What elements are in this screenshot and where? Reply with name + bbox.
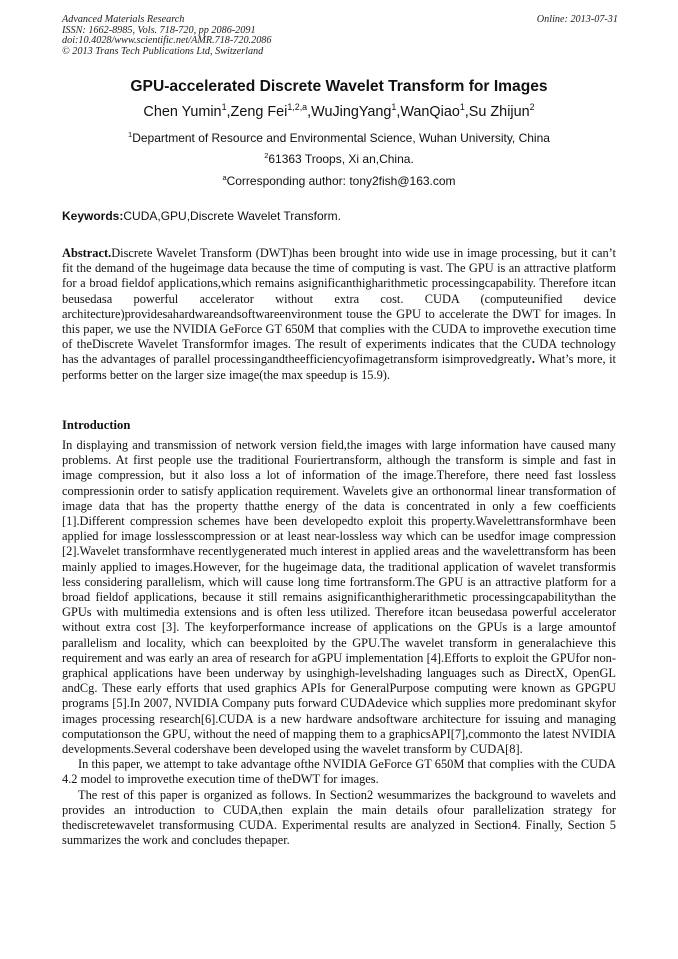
affil-text: Corresponding author: tony2fish@163.com: [226, 174, 456, 188]
author-name: Chen Yumin: [143, 104, 222, 120]
intro-paragraph-2: In this paper, we attempt to take advantage ofthe NVIDIA GeForce GT 650M that complies with the CUDA 4.2 model to improvethe execution time of theDWT for images.: [62, 757, 616, 787]
keywords-label: Keywords:: [62, 209, 124, 223]
author-affil-mark: 1: [391, 102, 397, 113]
paper-title: GPU-accelerated Discrete Wavelet Transform for Images: [130, 78, 548, 95]
author-name: ,WanQiao: [396, 104, 460, 120]
author-affil-mark: 1: [459, 102, 465, 113]
keywords: [62, 209, 341, 223]
abstract-tail: What’s more, it performs better on the larger size image(the max speedup is 15.9).: [62, 352, 617, 382]
author-affil-mark: 1: [221, 102, 227, 113]
affil-mark: a: [222, 173, 227, 182]
intro-paragraph-3: The rest of this paper is organized as follows. In Section2 wesummarizes the background to wavelets and provides an introduction to CUDA,then explain the main details ofour parallelization strategy for thediscretewavelet transformusing CUDA. Experimental results are analyzed in Section4. Finally, Section 5 summarizes the work and concludes thepaper.: [62, 787, 616, 848]
issn-line: ISSN: 1662-8985, Vols. 718-720, pp 2086-2091: [62, 24, 256, 36]
affil-text: Department of Resource and Environmental Science, Wuhan University, China: [132, 131, 550, 145]
corresponding-author: [0, 174, 678, 188]
copyright-line: © 2013 Trans Tech Publications Ltd, Switzerland: [62, 45, 264, 57]
introduction-body: [62, 438, 616, 848]
journal-header: [62, 15, 618, 57]
author-affil-mark: 1,2,a: [287, 102, 308, 113]
intro-paragraph-1: In displaying and transmission of network version field,the images with large information have caused many problems. At first people use the traditional Fouriertransform, although the transform is simple and fast in image compression, but it also loss a lot of information of the image.Therefore, there need fast lossless compressionin order to satisfy application requirement. Wavelets give an orthonormal linear transformation of image data that has the property thatthe energy of the data is concentrated in only a few coefficients [1].Different compression schemes have been developedto exploit this property.Wavelettransformhave been applied for image losslesscompression or at least near-lossless way which can be usedfor image compression [2].Wavelet transformhave recentlygenerated much interest in applied areas and the wavelettransform has been mainly applied to images.However, for the hugeimage data, the traditional application of wavelet transformis less considering parallelism, which will cause long time fortransform.The GPU is an attractive platform for a broad fieldof applications, because it still remains asignificanthigherarithmetic processingcapabilitythan the GPUs with multimedia extensions and is often less utilized. Therefore itcan beusedasa powerful accelerator without extra cost [3]. The keyforperformance increase of applications on the GPUs is a large amountof parallelism and locality, which can beexploited by the GPU.The wavelet transform in generalachieve this requirement and was early an area of research for aGPU implementation [4].Efforts to exploit the GPUfor non-graphical applications have been underway by usinghigh-levelshading languages such as DirectX, OpenGL andCg. These early efforts that used graphics APIs for GeneralPurpose computing were known as GPGPU programs [5].In 2007, NVIDIA Company puts forward CUDAdevice which supplies more predominant skyfor images processing research[6].CUDA is a new hardware andsoftware architecture for issuing and managing computationson the GPU, without the need of mapping them to a graphicsAPI[7],commonto the latest NVIDIA developments.Several codershave been developed using the wavelet transform by CUDA[8].: [62, 438, 616, 757]
author-list: [0, 104, 678, 120]
doi-line: doi:10.4028/www.scientific.net/AMR.718-720.2086: [62, 35, 272, 47]
abstract-bold-period: .: [531, 352, 535, 367]
affiliation-1: [0, 131, 678, 145]
author-name: ,Zeng Fei: [226, 104, 288, 120]
journal-name: Advanced Materials Research: [62, 14, 185, 25]
author-affil-mark: 2: [529, 102, 535, 113]
affil-text: 61363 Troops, Xi an,China.: [268, 152, 414, 166]
author-name: ,WuJingYang: [307, 104, 392, 120]
section-heading-introduction: Introduction: [62, 418, 131, 432]
affiliation-2: [0, 152, 678, 166]
author-name: ,Su Zhijun: [464, 104, 530, 120]
abstract: [62, 246, 616, 383]
abstract-label: Abstract.: [62, 246, 112, 260]
affil-mark: 1: [128, 130, 133, 139]
keywords-text: CUDA,GPU,Discrete Wavelet Transform.: [123, 209, 341, 223]
abstract-text: Discrete Wavelet Transform (DWT)has been brought into wide use in image processing, but it can’t fit the demand of the hugeimage data because the time of computing is vast. The GPU is an attractive platform for a broad fieldof applications,which remains asignificanthigharithmetic processingcapability. Therefore itcan beusedasa powerful accelerator without extra cost. CUDA (computeunified device architecture)providesahardwareandsoftwareenvironment touse the GPU to accelerate the DWT for images. In this paper, we use the NVIDIA GeForce GT 650M that complies with the CUDA to improvethe execution time of theDiscrete Wavelet Transformfor images. The result of experiments indicates that the CUDA technology has the advantages of parallel processingandtheefficiencyofimagetransform isimprovedgreatly: [62, 246, 616, 367]
online-date: Online: 2013-07-31: [536, 14, 618, 25]
affil-mark: 2: [264, 151, 269, 160]
